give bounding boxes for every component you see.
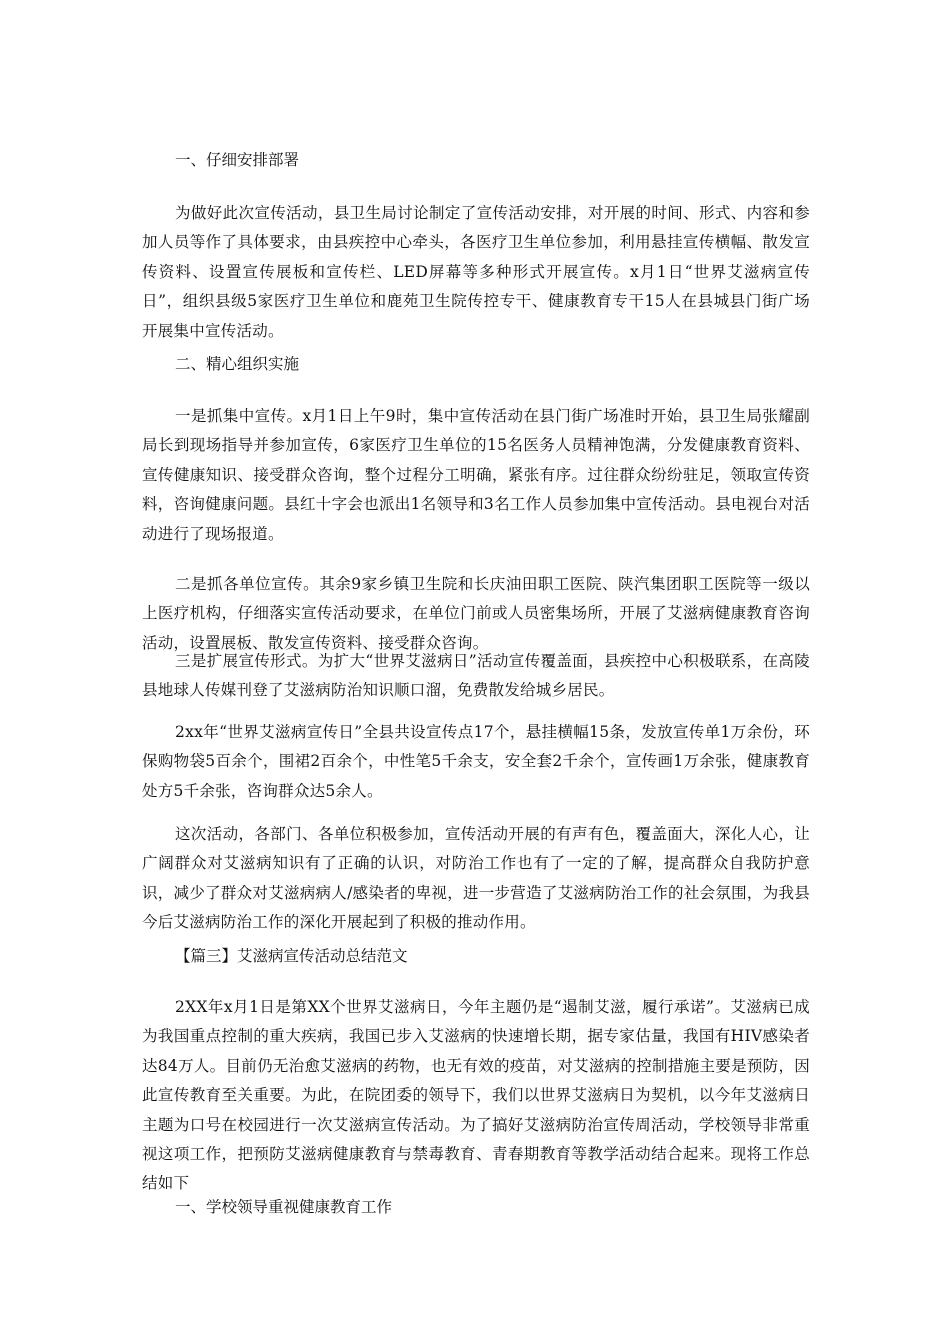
paragraph-unit-publicity: 二是抓各单位宣传。其余9家乡镇卫生院和长庆油田职工医院、陕汽集团职工医院等一级以上医疗机构，仔细落实宣传活动要求，在单位门前或人员密集场所，开展了艾滋病健康教育咨询活动，设置展板、散发宣传资料、接受群众咨询。 bbox=[142, 575, 810, 652]
paragraph-summary: 这次活动，各部门、各单位积极参加，宣传活动开展的有声有色，覆盖面大，深化人心，让广阔群众对艾滋病知识有了正确的认识，对防治工作也有了一定的了解，提高群众自我防护意识，减少了群众对艾滋病病人/感染者的卑视，进一步营造了艾滋病防治工作的社会氛围，为我县今后艾滋病防治工作的深化开展起到了积极的推动作用。 bbox=[142, 825, 810, 932]
section-heading-implementation: 二、精心组织实施 bbox=[175, 355, 300, 373]
section-heading-school-leadership: 一、学校领导重视健康教育工作 bbox=[175, 1198, 393, 1216]
paragraph-part-three-intro: 2XX年x月1日是第XX个世界艾滋病日，今年主题仍是“遏制艾滋，履行承诺”。艾滋病已成为我国重点控制的重大疾病，我国已步入艾滋病的快速增长期，据专家估量，我国有HIV感染者达84万人。目前仍无治愈艾滋病的药物，也无有效的疫苗，对艾滋病的控制措施主要是预防，因此宣传教育至关重要。为此，在院团委的领导下，我们以世界艾滋病日为契机，以今年艾滋病日主题为口号在校园进行一次艾滋病宣传活动。为了搞好艾滋病防治宣传周活动，学校领导非常重视这项工作，把预防艾滋病健康教育与禁毒教育、青春期教育等教学活动结合起来。现将工作总结如下 bbox=[142, 998, 810, 1193]
paragraph-expand-forms: 三是扩展宣传形式。为扩大“世界艾滋病日”活动宣传覆盖面，县疾控中心积极联系，在高陵县地球人传媒刊登了艾滋病防治知识顺口溜，免费散发给城乡居民。 bbox=[142, 652, 810, 700]
section-heading-arrangement: 一、仔细安排部署 bbox=[175, 151, 300, 169]
paragraph-arrangement: 为做好此次宣传活动，县卫生局讨论制定了宣传活动安排，对开展的时间、形式、内容和参加人员等作了具体要求，由县疾控中心牵头，各医疗卫生单位参加，利用悬挂宣传横幅、散发宣传资料、设置宣传展板和宣传栏、LED屏幕等多种形式开展宣传。x月1日“世界艾滋病宣传日”，组织县级5家医疗卫生单位和鹿苑卫生院传控专干、健康教育专干15人在县城县门街广场开展集中宣传活动。 bbox=[142, 204, 810, 340]
paragraph-centralized-publicity: 一是抓集中宣传。x月1日上午9时，集中宣传活动在县门街广场准时开始，县卫生局张耀副局长到现场指导并参加宣传，6家医疗卫生单位的15名医务人员精神饱满，分发健康教育资料、宣传健康知识、接受群众咨询，整个过程分工明确，紧张有序。过往群众纷纷驻足，领取宣传资料，咨询健康问题。县红十字会也派出1名领导和3名工作人员参加集中宣传活动。县电视台对活动进行了现场报道。 bbox=[142, 407, 810, 543]
article-heading-part-three: 【篇三】艾滋病宣传活动总结范文 bbox=[175, 947, 408, 965]
paragraph-statistics: 2xx年“世界艾滋病宣传日”全县共设宣传点17个，悬挂横幅15条，发放宣传单1万余份，环保购物袋5百余个，围裙2百余个，中性笔5千余支，安全套2千余个，宣传画1万余张，健康教育处方5千余张，咨询群众达5余人。 bbox=[142, 723, 810, 800]
